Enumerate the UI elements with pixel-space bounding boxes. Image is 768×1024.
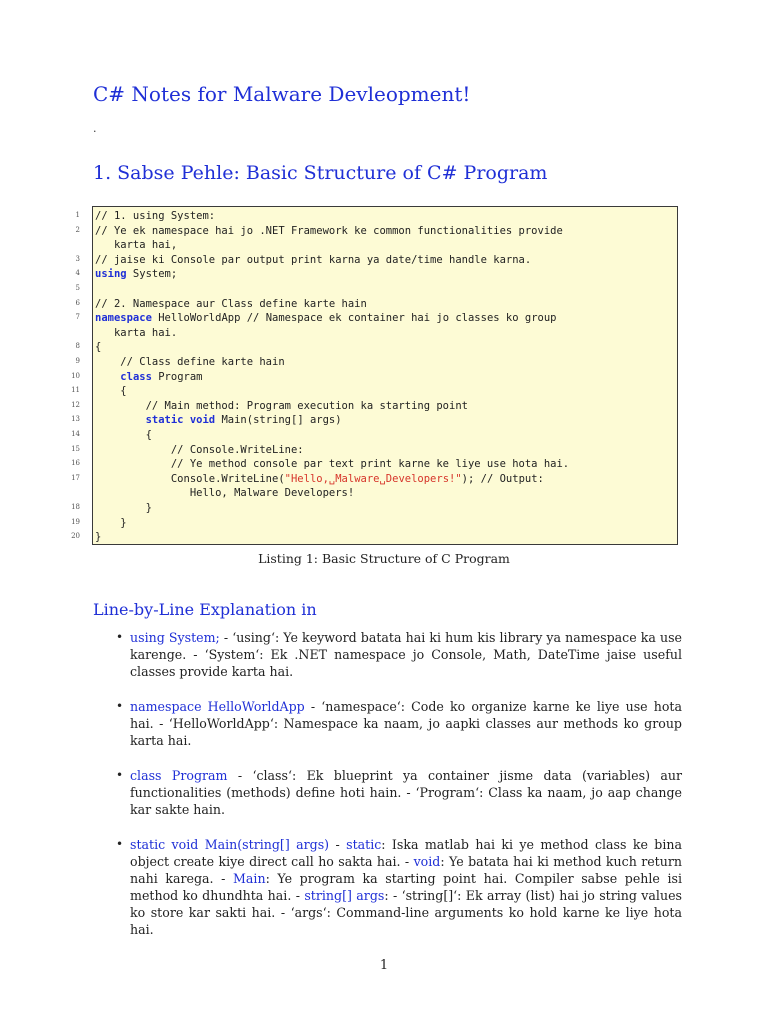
line-number: 2 [75, 225, 80, 234]
list-item [116, 698, 682, 749]
line-number: 20 [71, 532, 80, 541]
list-item [116, 836, 682, 938]
explanation-text: - [329, 837, 347, 852]
code-line [95, 399, 468, 413]
highlighted-term: void [413, 854, 441, 869]
line-number: 5 [75, 284, 80, 292]
code-line [95, 443, 304, 457]
code-text: // Class define karte hain [95, 356, 285, 368]
line-number: 19 [71, 517, 80, 526]
explanation-text: : Ye program ka starting point hai. Compiler sabse pehle isi method ko dhundhta hai. - [130, 871, 682, 903]
code-line [95, 267, 177, 281]
code-text: HelloWorldApp // Namespace ek container hai jo classes ko group [151, 312, 557, 325]
highlighted-term: class Program [130, 768, 228, 783]
code-text: } [95, 502, 152, 514]
line-number: 10 [71, 371, 80, 380]
line-number: 14 [71, 430, 80, 438]
code-keyword: using [95, 268, 127, 281]
code-text: // 2. Namespace aur Class define karte hain [95, 297, 367, 310]
line-number: 11 [71, 386, 80, 395]
code-text: karta hai. [95, 326, 178, 339]
bullet-icon: • [116, 837, 124, 851]
code-line [95, 384, 127, 398]
page-number: 1 [379, 958, 389, 973]
code-line [95, 238, 177, 252]
code-text: Program [151, 370, 203, 383]
code-text: } [95, 516, 127, 529]
code-line [95, 209, 215, 223]
code-text: { [95, 341, 102, 354]
code-line [95, 472, 544, 486]
highlighted-term: static [346, 837, 382, 852]
code-line [95, 253, 531, 267]
code-text: // Main method: Program execution ka starting point [95, 399, 468, 412]
stray-dot: . [93, 122, 97, 135]
code-text: // jaise ki Console par output print karna ya date/time handle karna. [95, 253, 532, 266]
code-text: } [95, 531, 102, 544]
code-line [95, 413, 342, 427]
code-line [95, 457, 569, 471]
explanation-text: - ‘using‘: Ye keyword batata hai ki hum kis library ya namespace ka use karenge. - ‘System‘: Ek .NET namespace jo Console, Math, DateTime jaise useful classes provide karta hai. [130, 630, 682, 679]
code-string: "Hello,␣Malware␣Developers!" [284, 472, 462, 485]
code-line [95, 428, 152, 442]
line-number: 1 [75, 211, 80, 219]
section-heading: 1. Sabse Pehle: Basic Structure of C# Program [93, 162, 548, 184]
highlighted-term: using System; [130, 630, 220, 645]
code-text: Console.WriteLine( [95, 472, 285, 485]
line-number: 17 [71, 473, 80, 482]
listing-caption: Listing 1: Basic Structure of C Program [258, 551, 510, 566]
bullet-icon: • [116, 768, 124, 782]
code-text: karta hai, [95, 239, 178, 252]
document-title: C# Notes for Malware Devleopment! [93, 82, 471, 106]
explanation-text: : Iska matlab hai ki ye method class ke bina object create kiye direct call ho sakta hai. - [130, 837, 683, 869]
list-item [116, 629, 682, 680]
code-text: Hello, Malware Developers! [95, 487, 355, 500]
highlighted-term: Main [233, 871, 266, 886]
explanation-text: : Ye batata hai ki method kuch return nahi karega. - [130, 854, 682, 886]
line-number: 9 [75, 357, 80, 365]
code-keyword: class [120, 370, 152, 383]
code-line [95, 530, 101, 544]
explanation-text: - ‘namespace‘: Code ko organize karne ke liye use hota hai. - ‘HelloWorldApp‘: Namespace ka naam, jo aapki classes aur methods ko group karta hai. [130, 699, 682, 748]
bullet-icon: • [116, 699, 124, 713]
code-text: System; [126, 268, 178, 281]
line-number: 8 [75, 342, 80, 351]
line-number: 7 [75, 313, 80, 322]
code-line [95, 486, 354, 500]
line-number: 12 [71, 400, 80, 409]
highlighted-term: string[] args [304, 888, 385, 903]
line-number: 15 [71, 444, 80, 453]
code-text: // Ye ek namespace hai jo .NET Framework ke common functionalities provide [95, 224, 563, 237]
code-line [95, 516, 127, 530]
code-text: ); // Output: [461, 472, 544, 485]
code-line [95, 370, 202, 384]
line-number: 18 [71, 503, 80, 511]
list-item [116, 767, 682, 818]
bullet-icon: • [116, 630, 124, 644]
code-line [95, 326, 177, 340]
line-number: 13 [71, 415, 80, 424]
code-text: // 1. using System: [95, 210, 216, 222]
code-keyword: namespace [95, 312, 152, 325]
code-line [95, 224, 563, 238]
code-line [95, 355, 285, 369]
code-text: // Ye method console par text print karne ke liye use hota hai. [95, 458, 570, 471]
code-text: { [95, 429, 152, 441]
explanation-text: - ‘class‘: Ek blueprint ya container jisme data (variables) aur functionalities (methods) define hoti hain. - ‘Program‘: Class ka naam, jo aap change kar sakte hain. [130, 768, 682, 817]
line-number: 6 [75, 298, 80, 307]
code-line [95, 297, 367, 311]
code-text: { [95, 385, 127, 398]
highlighted-term: static void Main(string[] args) [130, 837, 330, 852]
code-text: Main(string[] args) [215, 414, 342, 427]
line-number: 16 [71, 459, 80, 468]
code-line [95, 501, 152, 515]
code-text: // Console.WriteLine: [95, 443, 304, 456]
explanation-text: : - ‘string[]‘: Ek array (list) hai jo string values ko store kar sakti hai. - ‘args‘: Command-line arguments ko hold karne ke liye hota hai. [130, 888, 682, 937]
code-line [95, 311, 556, 325]
code-text [95, 414, 146, 426]
code-line [95, 340, 101, 354]
code-text [95, 371, 120, 383]
code-keyword: static [145, 414, 184, 427]
explanation-list [116, 629, 682, 956]
line-number: 4 [75, 269, 80, 278]
code-keyword: void [189, 414, 216, 427]
code-listing [92, 206, 678, 545]
highlighted-term: namespace HelloWorldApp [130, 699, 305, 714]
explanation-heading: Line-by-Line Explanation in [93, 600, 317, 619]
line-number: 3 [75, 254, 80, 263]
